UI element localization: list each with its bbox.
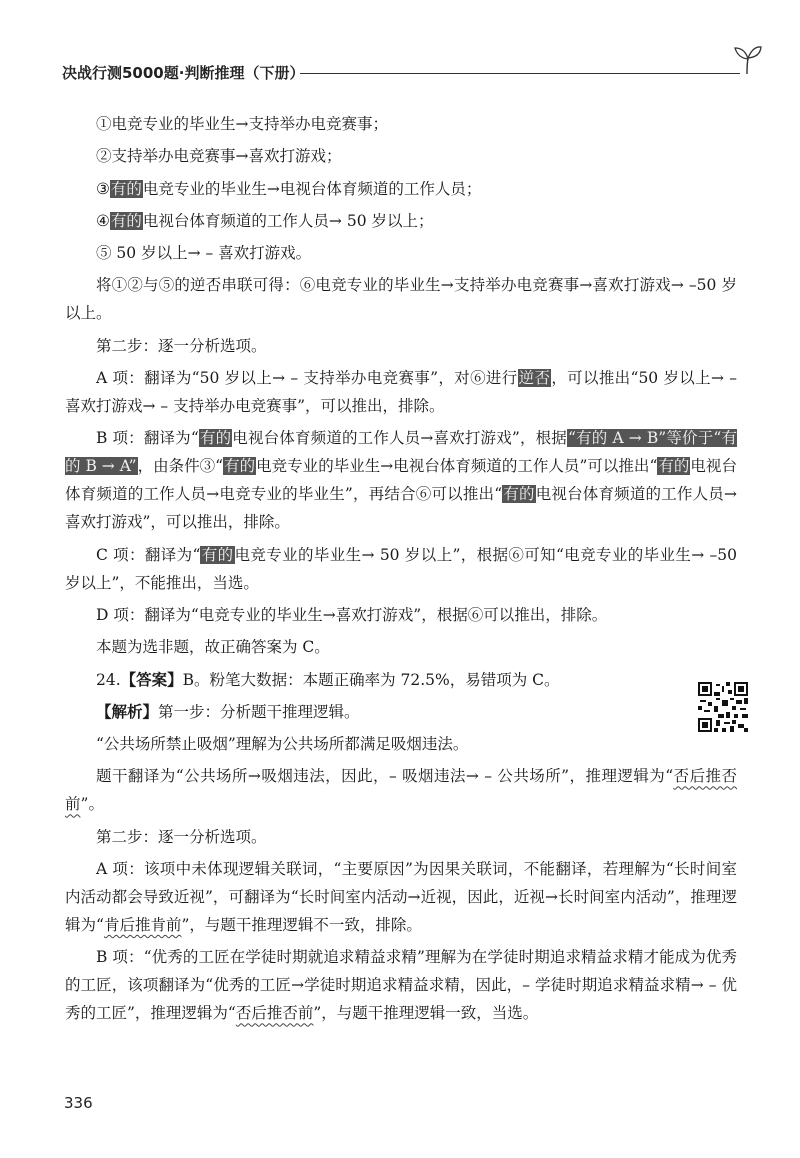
answer-conclusion: 本题为选非题，故正确答案为 C。 bbox=[96, 638, 330, 657]
wavy-term: 否后推否前 bbox=[65, 767, 737, 814]
highlight-youde: 有的 bbox=[110, 211, 142, 230]
highlight-nifou: 逆否 bbox=[518, 369, 551, 388]
option-c-analysis: C 项：翻译为“有的电竞专业的毕业生→ 50 岁以上”，根据⑥可知“电竞专业的毕业生→ –50 岁以上”，不能推出，当选。 bbox=[65, 545, 737, 592]
chain-paragraph: 将①②与⑤的逆否串联可得：⑥电竞专业的毕业生→支持举办电竞赛事→喜欢打游戏→ –50 岁以上。 bbox=[65, 276, 737, 323]
page-number: 336 bbox=[64, 1094, 93, 1112]
condition-3: ③有的电竞专业的毕业生→电视台体育频道的工作人员； bbox=[96, 179, 482, 198]
q24-option-b: B 项：“优秀的工匠在学徒时期就追求精益求精”理解为在学徒时期追求精益求精才能成为优秀的工匠，该项翻译为“优秀的工匠→学徒时期追求精益求精，因此，– 学徒时期追求精益求精→ – 优秀的工匠”，推理逻辑为“否后推否前”，与题干推理逻辑一致，当选。 bbox=[65, 948, 737, 1023]
page-header bbox=[62, 60, 762, 90]
page-body bbox=[65, 110, 737, 1032]
sprout-icon bbox=[730, 42, 764, 76]
wavy-term: 肯后推肯前 bbox=[103, 916, 182, 935]
q24-option-a: A 项：该项中未体现逻辑关联词，“主要原因”为因果关联词，不能翻译，若理解为“长时间室内活动都会导致近视”，可翻译为“长时间室内活动→近视，因此，近视→长时间室内活动”，推理逻辑为“肯后推肯前”，与题干推理逻辑不一致，排除。 bbox=[65, 860, 737, 935]
q24-answer: 24.【答案】B。粉笔大数据：本题正确率为 72.5%，易错项为 C。 bbox=[96, 670, 560, 689]
option-a-analysis: A 项：翻译为“50 岁以上→ – 支持举办电竞赛事”，对⑥进行逆否，可以推出“50 岁以上→ – 喜欢打游戏→ – 支持举办电竞赛事”，可以推出，排除。 bbox=[65, 369, 737, 416]
highlight-rule: “有的 A → B”等价于“有的 B → A” bbox=[65, 429, 737, 476]
highlight-youde: 有的 bbox=[110, 179, 142, 198]
q24-step-two: 第二步：逐一分析选项。 bbox=[96, 827, 267, 846]
header-rule bbox=[300, 73, 740, 74]
condition-4: ④有的电视台体育频道的工作人员→ 50 岁以上； bbox=[96, 211, 434, 230]
wavy-term: 否后推否前 bbox=[235, 1004, 314, 1023]
step-two-heading: 第二步：逐一分析选项。 bbox=[96, 336, 267, 355]
option-d-analysis: D 项：翻译为“电竞专业的毕业生→喜欢打游戏”，根据⑥可以推出，排除。 bbox=[96, 605, 608, 624]
condition-5: ⑤ 50 岁以上→ – 喜欢打游戏。 bbox=[96, 244, 312, 263]
option-b-analysis: B 项：翻译为“有的电视台体育频道的工作人员→喜欢打游戏”，根据“有的 A → B”等价于“有的 B → A”，由条件③“有的电竞专业的毕业生→电视台体育频道的工作人员”可以推出“有的电视台体育频道的工作人员→电竞专业的毕业生”，再结合⑥可以推出“有的电视台体育频道的工作人员→喜欢打游戏”，可以推出，排除。 bbox=[65, 429, 737, 532]
q24-premise: “公共场所禁止吸烟”理解为公共场所都满足吸烟违法。 bbox=[96, 735, 469, 754]
condition-2: ②支持举办电竞赛事→喜欢打游戏； bbox=[96, 147, 342, 166]
condition-1: ①电竞专业的毕业生→支持举办电竞赛事； bbox=[96, 115, 388, 133]
q24-analysis-heading: 【解析】第一步：分析题干推理逻辑。 bbox=[96, 702, 360, 721]
book-title: 决战行测5000题·判断推理（下册） bbox=[62, 64, 305, 82]
qr-code-icon[interactable] bbox=[698, 682, 748, 732]
q24-translation: 题干翻译为“公共场所→吸烟违法，因此，– 吸烟违法→ – 公共场所”，推理逻辑为“否后推否前”。 bbox=[65, 767, 737, 814]
